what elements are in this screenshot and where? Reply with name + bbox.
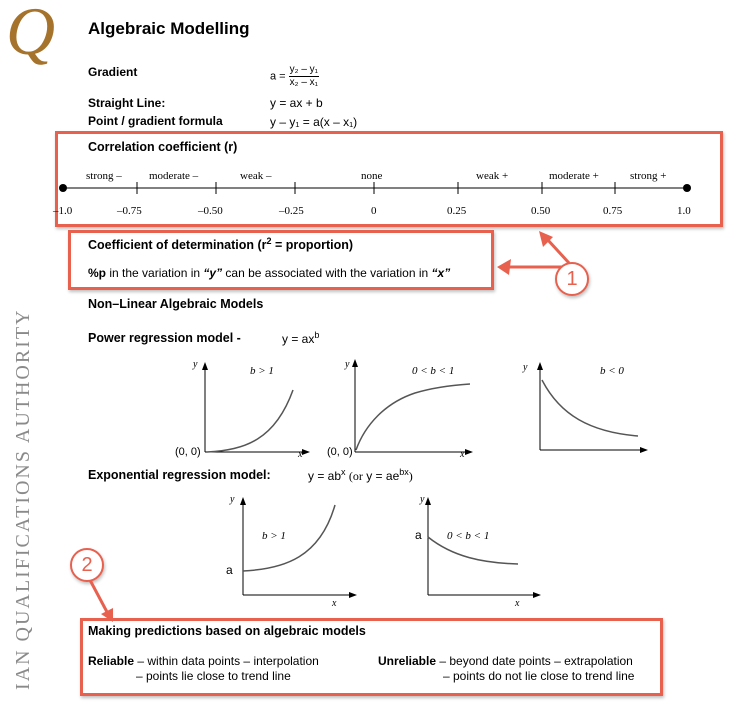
tick-neg-025: –0.25 [279, 205, 304, 217]
page-title: Algebraic Modelling [88, 19, 250, 38]
gradient-numerator: y₂ – y₁ [289, 64, 319, 75]
cat-moderate-neg: moderate – [149, 170, 199, 182]
tick-neg-1: –1.0 [53, 205, 73, 217]
determination-heading: Coefficient of determination ($r^2$ = proportion) [88, 236, 354, 253]
power-curve-3 [542, 380, 638, 436]
p2-label: 0 < b < 1 [412, 365, 455, 377]
gradient-label: Gradient [88, 65, 138, 79]
p2-origin: (0, 0) [327, 446, 353, 458]
callout-1: 1 [555, 262, 589, 296]
power-curve-2 [356, 384, 470, 450]
sidebar-text: IAN QUALIFICATIONS AUTHORITY [12, 308, 34, 690]
scale-end-left [59, 184, 67, 192]
cat-none: none [361, 170, 383, 182]
p3-axis-y: y [523, 362, 528, 373]
exp-graph-1 [225, 495, 360, 607]
e1-axis-y: y [230, 494, 235, 505]
q-logo: Q [6, 0, 56, 69]
exp-graph-2 [413, 495, 543, 607]
gradient-denominator: x₂ – x₁ [289, 77, 319, 88]
e2-axis-y: y [420, 494, 425, 505]
p1-axis-y: y [193, 359, 198, 370]
cat-moderate-pos: moderate + [549, 170, 599, 182]
power-label: Power regression model - [88, 331, 241, 345]
p2-axis-x: x [460, 449, 465, 460]
tick-050: 0.50 [531, 205, 551, 217]
nonlinear-heading: Non–Linear Algebraic Models [88, 297, 264, 311]
e2-axis-x: x [515, 598, 520, 609]
tick-1: 1.0 [677, 205, 691, 217]
p1-axis-x: x [298, 449, 303, 460]
exp-formula: $y = ab^x$ (or $y = ae^{bx}$) [308, 467, 413, 483]
cat-weak-neg: weak – [240, 170, 272, 182]
reliable-line-1: Reliable – within data points – interpolation [88, 654, 319, 668]
p2-axis-y: y [345, 359, 350, 370]
p3-label: b < 0 [600, 365, 624, 377]
unreliable-line-2: – points do not lie close to trend line [443, 669, 635, 683]
e1-a-label: a [226, 563, 233, 577]
e2-label: 0 < b < 1 [447, 530, 490, 542]
tick-025: 0.25 [447, 205, 467, 217]
power-curve-1 [207, 390, 293, 452]
gradient-formula: a = $\frac{\text{y₂ – y₁}}{\text{x₂ – x₁}}$ [270, 64, 319, 88]
determination-text: %p in the variation in “y” can be associated with the variation in “x” [88, 266, 451, 280]
callout-2: 2 [70, 548, 104, 582]
exp-label: Exponential regression model: [88, 468, 271, 482]
tick-neg-075: –0.75 [117, 205, 142, 217]
exp-curve-1 [243, 505, 335, 571]
cat-strong-pos: strong + [630, 170, 667, 182]
p1-origin: (0, 0) [175, 446, 201, 458]
predictions-heading: Making predictions based on algebraic models [88, 624, 366, 638]
power-graph-3 [520, 360, 650, 460]
unreliable-line-1: Unreliable – beyond date points – extrapolation [378, 654, 633, 668]
e2-a-label: a [415, 528, 422, 542]
correlation-heading: Correlation coefficient (r) [88, 140, 238, 154]
cat-weak-pos: weak + [476, 170, 509, 182]
e1-axis-x: x [332, 598, 337, 609]
scale-end-right [683, 184, 691, 192]
tick-0: 0 [371, 205, 377, 217]
point-gradient-label: Point / gradient formula [88, 114, 223, 128]
straight-line-label: Straight Line: [88, 96, 166, 110]
reliable-line-2: – points lie close to trend line [136, 669, 291, 683]
cat-strong-neg: strong – [86, 170, 122, 182]
tick-075: 0.75 [603, 205, 623, 217]
point-gradient-formula: y – y₁ = a(x – x₁) [270, 115, 358, 129]
e1-label: b > 1 [262, 530, 286, 542]
power-formula: $y = ax^b$ [282, 330, 320, 346]
tick-neg-050: –0.50 [198, 205, 223, 217]
p1-label: b > 1 [250, 365, 274, 377]
power-graph-1 [175, 360, 310, 460]
straight-line-formula: y = ax + b [270, 96, 323, 110]
